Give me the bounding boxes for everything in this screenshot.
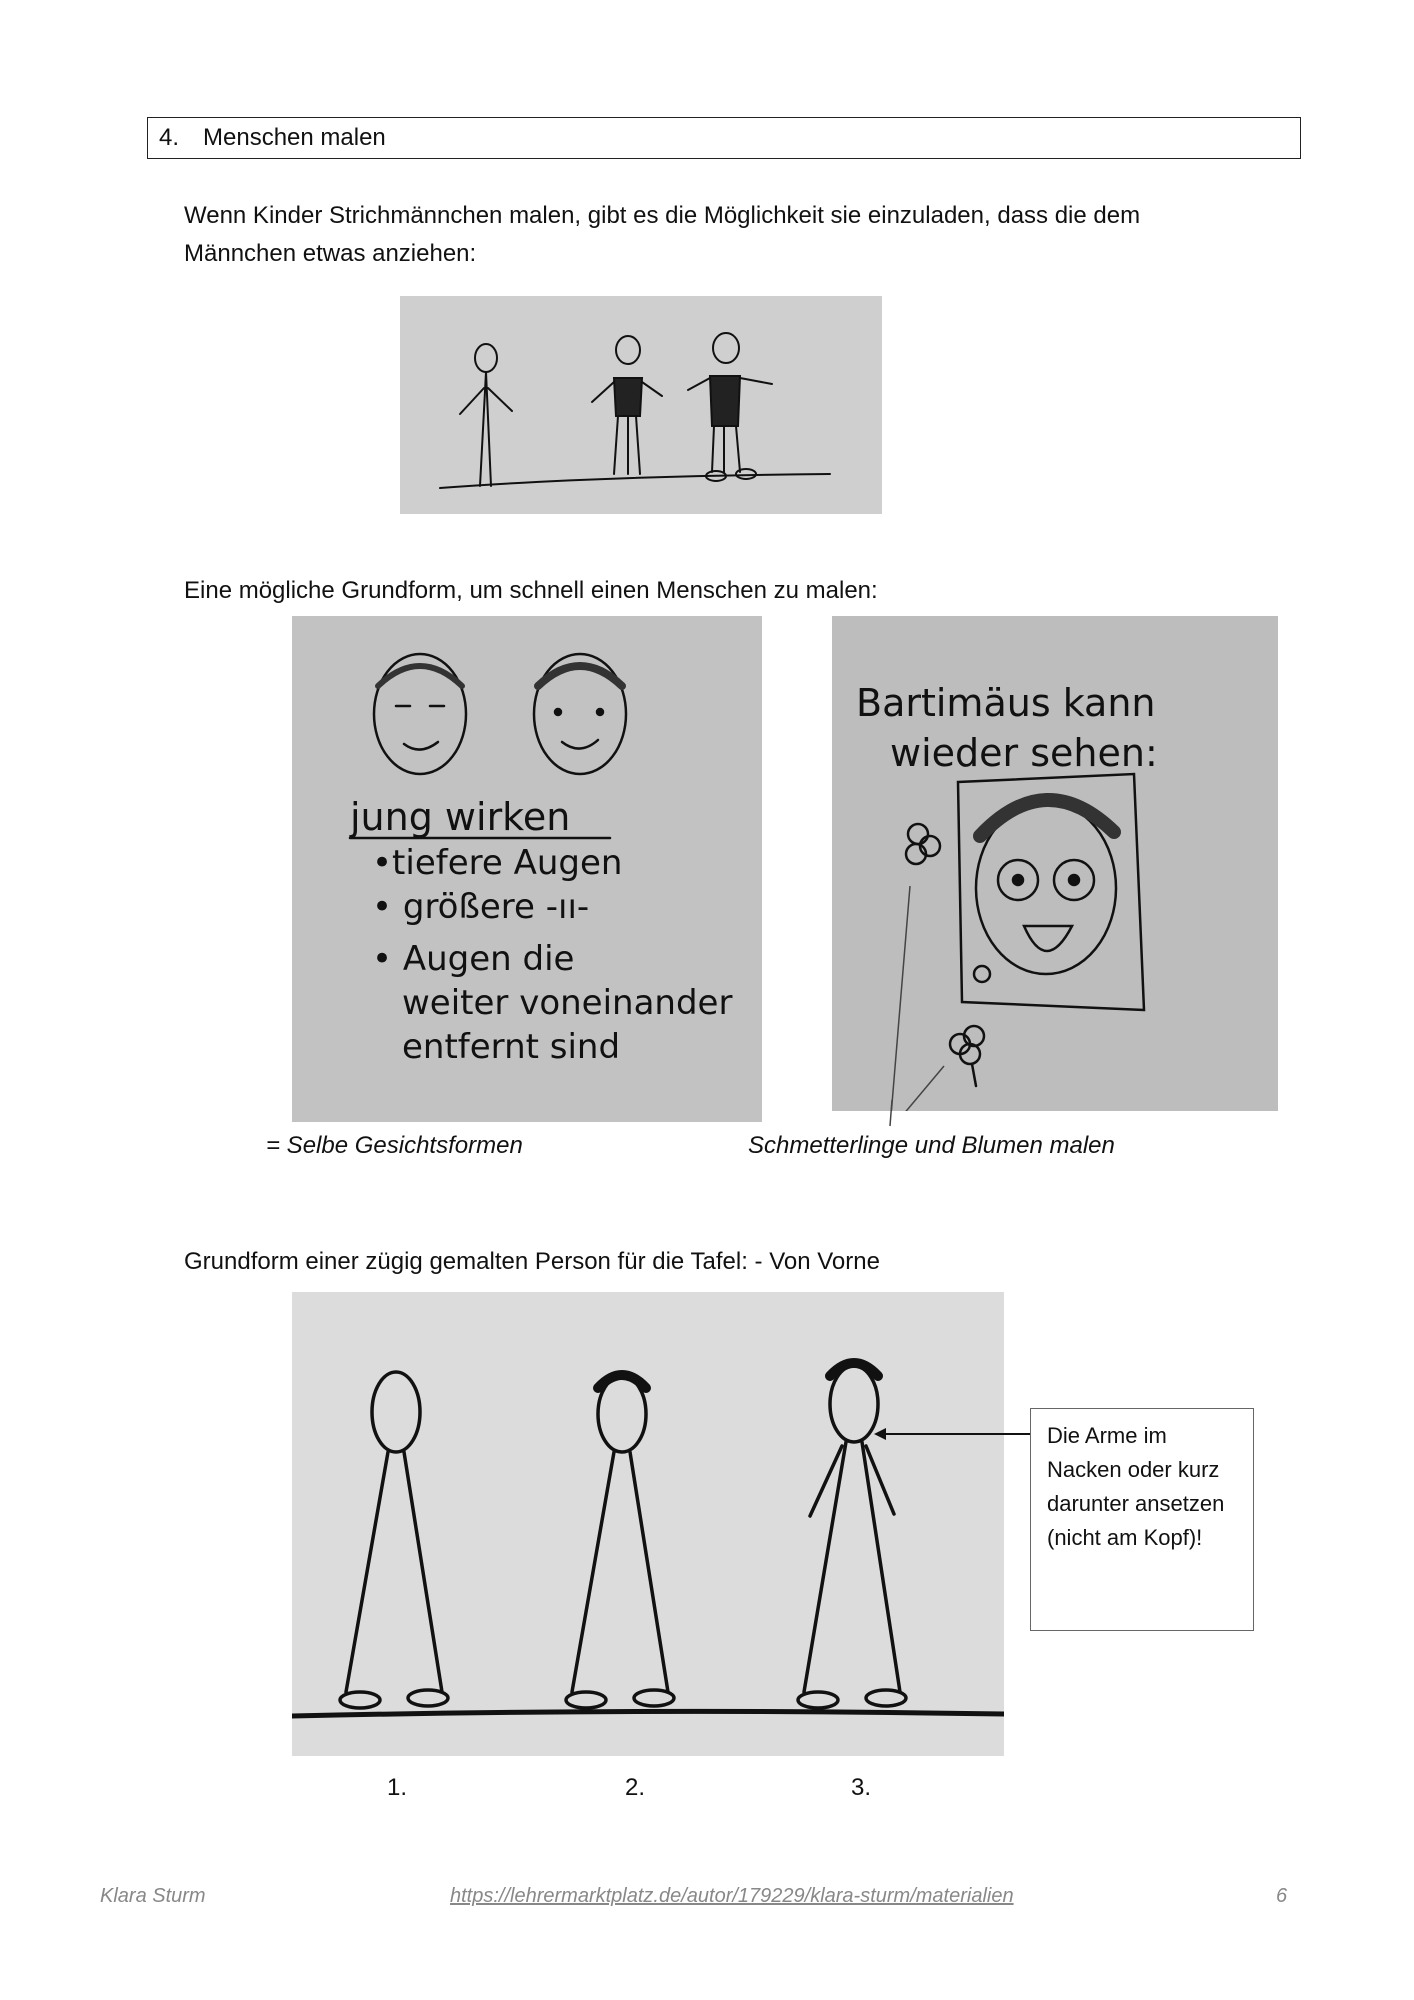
section-heading-box	[147, 117, 1301, 159]
faces-bullet-3: • Augen die	[372, 939, 575, 979]
tafel-figures-drawing	[292, 1292, 1004, 1756]
faces-sketch-drawing	[292, 616, 762, 1122]
tafel-paragraph: Grundform einer zügig gemalten Person für die Tafel: - Von Vorne	[184, 1248, 880, 1275]
section-title: Menschen malen	[203, 124, 386, 151]
caption-left: = Selbe Gesichtsformen	[266, 1132, 523, 1159]
callout-box: Die Arme im Nacken oder kurz darunter ansetzen (nicht am Kopf)!	[1030, 1408, 1254, 1631]
faces-heading: jung wirken	[350, 795, 571, 839]
tafel-figures-photo	[292, 1292, 1004, 1756]
callout-arrow	[872, 1420, 1032, 1450]
bartimaeus-line-1: Bartimäus kann	[856, 681, 1156, 725]
faces-sketch-photo	[292, 616, 762, 1122]
caption-right: Schmetterlinge und Blumen malen	[748, 1132, 1115, 1159]
bartimaeus-sketch-drawing	[832, 616, 1278, 1111]
stick-figures-drawing	[400, 296, 882, 514]
faces-bullet-2: • größere -ıı-	[372, 887, 590, 927]
footer-page-number: 6	[1276, 1885, 1288, 1907]
footer-link[interactable]: https://lehrermarktplatz.de/autor/179229/klara-sturm/materialien	[450, 1885, 1014, 1907]
faces-bullet-4: weiter voneinander	[402, 983, 733, 1023]
figure-label-3: 3.	[851, 1774, 872, 1801]
stick-figures-photo	[400, 296, 882, 514]
footer-author: Klara Sturm	[100, 1885, 206, 1907]
intro-paragraph: Wenn Kinder Strichmännchen malen, gibt es die Möglichkeit sie einzuladen, dass die dem Männchen etwas anziehen:	[184, 202, 1141, 267]
grundform-paragraph: Eine mögliche Grundform, um schnell einen Menschen zu malen:	[184, 577, 878, 604]
caption-arrow-lines	[832, 1100, 952, 1130]
section-number: 4.	[159, 124, 180, 151]
bartimaeus-line-2: wieder sehen:	[890, 731, 1158, 775]
faces-bullet-1: •tiefere Augen	[372, 843, 623, 883]
figure-label-1: 1.	[387, 1774, 408, 1801]
bartimaeus-sketch-photo	[832, 616, 1278, 1111]
figure-label-2: 2.	[625, 1774, 646, 1801]
faces-bullet-5: entfernt sind	[402, 1027, 621, 1067]
